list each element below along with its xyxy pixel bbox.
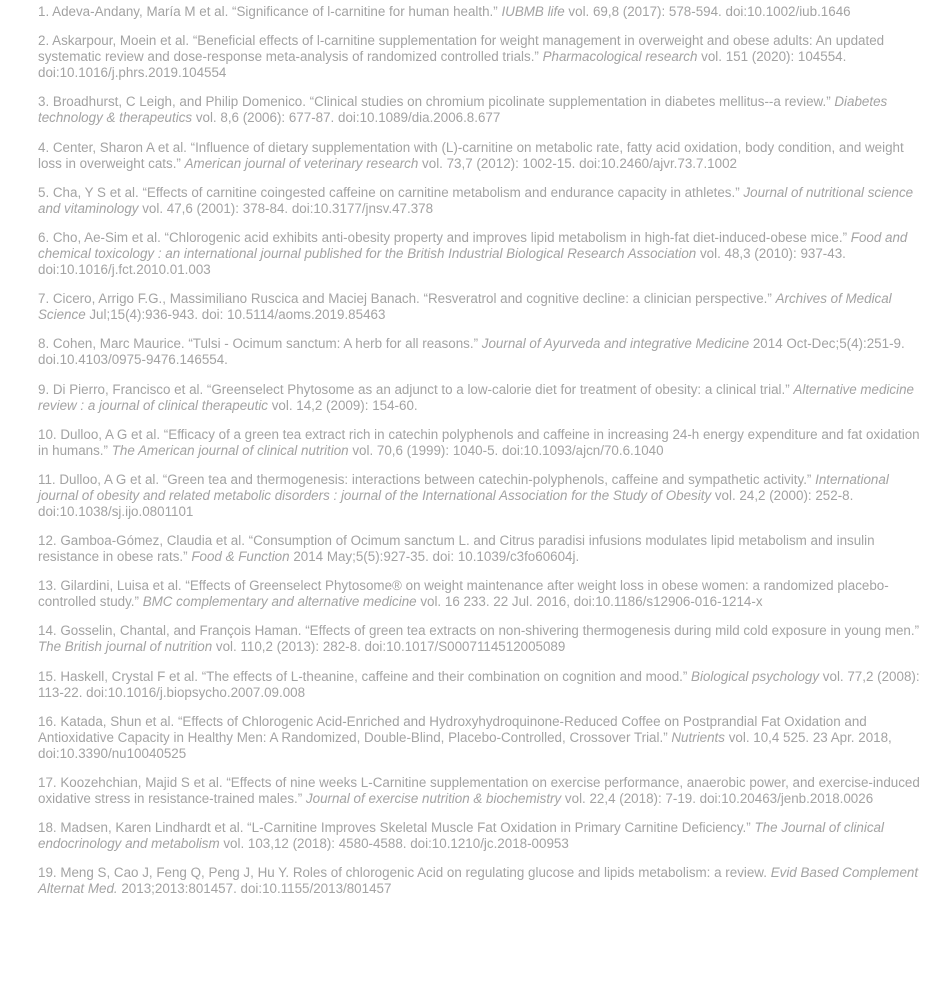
reference-journal: Archives of Medical Science (38, 291, 892, 323)
reference-item (38, 865, 922, 897)
reference-text: 5. Cha, Y S et al. “Effects of carnitine coingested caffeine on carnitine metabolism and endurance capacity in athletes.” (38, 184, 744, 200)
reference-item (38, 472, 922, 520)
reference-details: vol. 10,4 525. 23 Apr. 2018, doi:10.3390/nu10040525 (38, 729, 892, 761)
reference-details: vol. 47,6 (2001): 378-84. doi:10.3177/jnsv.47.378 (138, 200, 434, 216)
reference-item (38, 291, 922, 323)
reference-journal: Journal of nutritional science and vitaminology (38, 184, 914, 216)
reference-details: vol. 103,12 (2018): 4580-4588. doi:10.1210/jc.2018-00953 (219, 836, 569, 852)
reference-text: 16. Katada, Shun et al. “Effects of Chlorogenic Acid-Enriched and Hydroxyhydroquinone-Reduced Coffee on Postprandial Fat Oxidation and Antioxidative Capacity in Healthy Men: A Randomized, Double-Blind, Placebo-Controlled, Crossover Trial.” (38, 713, 867, 745)
reference-details: vol. 70,6 (1999): 1040-5. doi:10.1093/ajcn/70.6.1040 (348, 442, 664, 458)
reference-journal: Food & Function (191, 549, 290, 565)
reference-text: 1. Adeva-Andany, María M et al. “Significance of l-carnitine for human health.” (38, 4, 502, 19)
reference-text: 17. Koozehchian, Majid S et al. “Effects of nine weeks L-Carnitine supplementation on exercise performance, anaerobic power, and exercise-induced oxidative stress in resistance-trained males.” (38, 775, 920, 806)
reference-details: vol. 73,7 (2012): 1002-15. doi:10.2460/ajvr.73.7.1002 (418, 155, 737, 171)
reference-journal: Pharmacological research (542, 49, 698, 65)
reference-text: 14. Gosselin, Chantal, and François Haman. “Effects of green tea extracts on non-shivering thermogenesis during mild cold exposure in young men.” (38, 623, 920, 639)
reference-details: vol. 48,3 (2010): 937-43. doi:10.1016/j.fct.2010.01.003 (38, 245, 846, 277)
reference-text: 6. Cho, Ae-Sim et al. “Chlorogenic acid exhibits anti-obesity property and improves lipid metabolism in high-fat diet-induced-obese mice.” (38, 229, 851, 245)
reference-journal: American journal of veterinary research (184, 155, 419, 171)
reference-text: 12. Gamboa-Gómez, Claudia et al. “Consumption of Ocimum sanctum L. and Citrus paradisi infusions modulates lipid metabolism and insulin resistance in obese rats.” (38, 533, 875, 565)
reference-item (38, 94, 922, 126)
reference-list (38, 4, 922, 911)
reference-details: vol. 77,2 (2008): 113-22. doi:10.1016/j.biopsycho.2007.09.008 (38, 668, 920, 700)
reference-text: 9. Di Pierro, Francisco et al. “Greenselect Phytosome as an adjunct to a low-calorie diet for treatment of obesity: a clinical trial.” (38, 381, 794, 397)
reference-item (38, 185, 922, 217)
reference-item (38, 669, 922, 701)
reference-journal: Alternative medicine review : a journal of clinical therapeutic (38, 381, 914, 413)
reference-details: vol. 14,2 (2009): 154-60. (268, 397, 418, 413)
reference-journal: Food and chemical toxicology : an international journal published for the British Industrial Biological Research Association (38, 229, 908, 261)
reference-details: vol. 22,4 (2018): 7-19. doi:10.20463/jenb.2018.0026 (561, 791, 874, 806)
reference-text: 15. Haskell, Crystal F et al. “The effects of L-theanine, caffeine and their combination on cognition and mood.” (38, 668, 692, 684)
reference-item (38, 33, 922, 81)
reference-details: 2013;2013:801457. doi:10.1155/2013/801457 (117, 881, 392, 897)
reference-item (38, 775, 922, 807)
reference-journal: International journal of obesity and related metabolic disorders : journal of the International Association for the Study of Obesity (38, 471, 889, 503)
reference-details: Jul;15(4):936-943. doi: 10.5114/aoms.2019.85463 (85, 307, 386, 323)
reference-item (38, 4, 922, 20)
reference-journal: The American journal of clinical nutrition (111, 442, 349, 458)
reference-details: vol. 151 (2020): 104554. doi:10.1016/j.phrs.2019.104554 (38, 49, 847, 81)
reference-journal: BMC complementary and alternative medicine (142, 594, 417, 610)
reference-journal: IUBMB life (501, 4, 565, 19)
reference-item (38, 140, 922, 172)
reference-journal: Biological psychology (691, 668, 820, 684)
reference-text: 2. Askarpour, Moein et al. “Beneficial effects of l-carnitine supplementation for weight management in overweight and obese adults: An updated systematic review and dose-response meta-analysis of randomized controlled trials.” (38, 33, 885, 65)
reference-journal: Journal of Ayurveda and integrative Medicine (481, 336, 750, 352)
reference-item (38, 623, 922, 655)
reference-item (38, 336, 922, 368)
reference-item (38, 820, 922, 852)
reference-text: 10. Dulloo, A G et al. “Efficacy of a green tea extract rich in catechin polyphenols and caffeine in increasing 24-h energy expenditure and fat oxidation in humans.” (38, 426, 920, 458)
reference-details: vol. 16 233. 22 Jul. 2016, doi:10.1186/s12906-016-1214-x (416, 594, 763, 610)
reference-text: 18. Madsen, Karen Lindhardt et al. “L-Carnitine Improves Skeletal Muscle Fat Oxidation in Primary Carnitine Deficiency.” (38, 820, 755, 836)
reference-text: 13. Gilardini, Luisa et al. “Effects of Greenselect Phytosome® on weight maintenance after weight loss in obese women: a randomized placebo-controlled study.” (38, 578, 889, 610)
reference-text: 4. Center, Sharon A et al. “Influence of dietary supplementation with (L)-carnitine on metabolic rate, fatty acid oxidation, body condition, and weight loss in overweight cats.” (38, 139, 904, 171)
reference-journal: The Journal of clinical endocrinology and metabolism (38, 820, 884, 852)
reference-journal: Evid Based Complement Alternat Med. (38, 865, 919, 897)
reference-details: vol. 69,8 (2017): 578-594. doi:10.1002/iub.1646 (564, 4, 851, 19)
reference-item (38, 578, 922, 610)
reference-journal: The British journal of nutrition (38, 639, 213, 655)
reference-text: 19. Meng S, Cao J, Feng Q, Peng J, Hu Y. Roles of chlorogenic Acid on regulating glucose and lipids metabolism: a review. (38, 865, 771, 881)
reference-journal: Journal of exercise nutrition & biochemistry (305, 791, 562, 806)
reference-journal: Nutrients (671, 729, 725, 745)
reference-details: vol. 110,2 (2013): 282-8. doi:10.1017/S0007114512005089 (212, 639, 566, 655)
reference-text: 11. Dulloo, A G et al. “Green tea and thermogenesis: interactions between catechin-polyphenols, caffeine and sympathetic activity.” (38, 471, 816, 487)
reference-text: 3. Broadhurst, C Leigh, and Philip Domenico. “Clinical studies on chromium picolinate supplementation in diabetes mellitus--a review.” (38, 94, 835, 110)
reference-text: 7. Cicero, Arrigo F.G., Massimiliano Ruscica and Maciej Banach. “Resveratrol and cognitive decline: a clinician perspective.” (38, 291, 776, 307)
reference-item (38, 427, 922, 459)
reference-item (38, 230, 922, 278)
reference-details: vol. 8,6 (2006): 677-87. doi:10.1089/dia.2006.8.677 (192, 110, 501, 126)
reference-item (38, 533, 922, 565)
reference-details: 2014 May;5(5):927-35. doi: 10.1039/c3fo60604j. (289, 549, 580, 565)
reference-journal: Diabetes technology & therapeutics (38, 94, 888, 126)
reference-text: 8. Cohen, Marc Maurice. “Tulsi - Ocimum sanctum: A herb for all reasons.” (38, 336, 482, 352)
reference-details: 2014 Oct-Dec;5(4):251-9. doi.10.4103/0975-9476.146554. (38, 336, 905, 368)
reference-details: vol. 24,2 (2000): 252-8. doi:10.1038/sj.ijo.0801101 (38, 487, 854, 519)
reference-item (38, 382, 922, 414)
reference-item (38, 714, 922, 762)
